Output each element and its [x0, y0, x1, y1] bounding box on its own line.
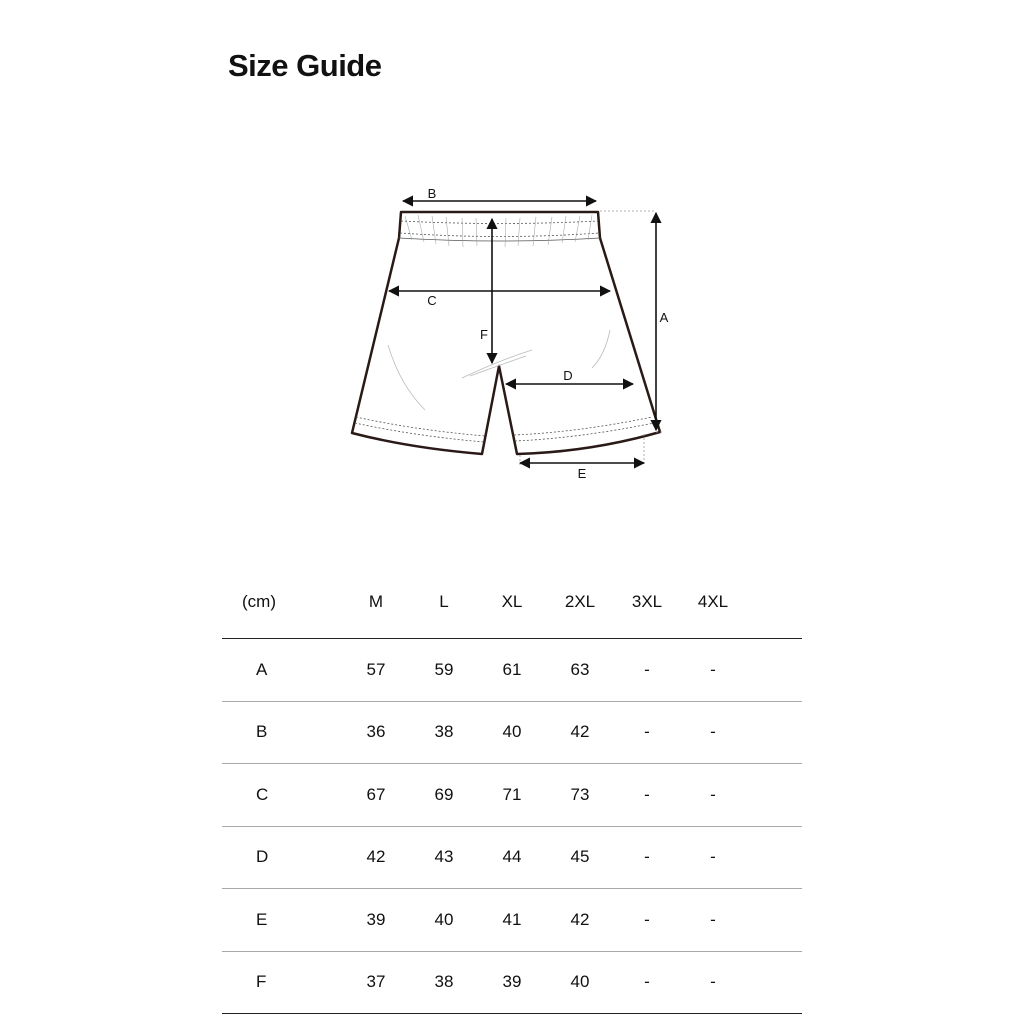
table-cell: 71 — [478, 764, 546, 827]
table-row — [222, 639, 802, 702]
spacer-header — [746, 570, 802, 639]
table-cell: 38 — [410, 951, 478, 1014]
row-label: A — [222, 639, 342, 702]
table-cell: 44 — [478, 826, 546, 889]
row-label: E — [222, 889, 342, 952]
table-row — [222, 701, 802, 764]
table-cell: - — [614, 639, 680, 702]
table-cell: 57 — [342, 639, 410, 702]
size-table — [222, 570, 802, 1014]
label-d: D — [563, 368, 573, 383]
row-label: D — [222, 826, 342, 889]
row-label: C — [222, 764, 342, 827]
size-header: 3XL — [631, 592, 663, 611]
table-cell: - — [614, 951, 680, 1014]
table-row — [222, 951, 802, 1014]
label-e: E — [577, 466, 587, 481]
table-cell: 38 — [410, 701, 478, 764]
table-cell: 45 — [546, 826, 614, 889]
table-cell: - — [614, 764, 680, 827]
table-cell: 69 — [410, 764, 478, 827]
table-cell: 41 — [478, 889, 546, 952]
page-title: Size Guide — [228, 48, 382, 83]
table-row — [222, 889, 802, 952]
table-cell: 42 — [546, 889, 614, 952]
table-cell: 39 — [478, 951, 546, 1014]
table-cell: 40 — [546, 951, 614, 1014]
table-cell: - — [680, 889, 746, 952]
table-cell: 61 — [478, 639, 546, 702]
size-header: 2XL — [564, 592, 596, 611]
table-cell: - — [680, 951, 746, 1014]
row-label: F — [222, 951, 342, 1014]
table-cell: - — [680, 826, 746, 889]
spacer-cell — [746, 826, 802, 889]
table-cell: 67 — [342, 764, 410, 827]
spacer-cell — [746, 889, 802, 952]
size-header: XL — [501, 592, 523, 611]
table-cell: 39 — [342, 889, 410, 952]
table-cell: 36 — [342, 701, 410, 764]
table-cell: 40 — [410, 889, 478, 952]
label-b: B — [427, 186, 437, 201]
table-cell: 43 — [410, 826, 478, 889]
table-cell: 42 — [546, 701, 614, 764]
table-cell: 40 — [478, 701, 546, 764]
size-header: L — [439, 592, 449, 611]
shorts-outline — [352, 212, 660, 454]
unit-header: (cm) — [242, 592, 276, 611]
table-row — [222, 826, 802, 889]
label-f: F — [480, 327, 488, 342]
size-header: 4XL — [697, 592, 729, 611]
table-cell: - — [680, 701, 746, 764]
table-cell: - — [680, 764, 746, 827]
table-cell: - — [680, 639, 746, 702]
size-header: M — [368, 592, 384, 611]
table-cell: - — [614, 889, 680, 952]
label-a: A — [659, 310, 669, 325]
table-cell: 73 — [546, 764, 614, 827]
table-cell: 63 — [546, 639, 614, 702]
spacer-cell — [746, 701, 802, 764]
size-table-header — [222, 570, 802, 639]
row-label: B — [222, 701, 342, 764]
table-cell: - — [614, 701, 680, 764]
label-c: C — [427, 293, 437, 308]
table-cell: 37 — [342, 951, 410, 1014]
table-cell: 59 — [410, 639, 478, 702]
spacer-cell — [746, 951, 802, 1014]
table-row — [222, 764, 802, 827]
spacer-cell — [746, 764, 802, 827]
table-cell: - — [614, 826, 680, 889]
table-cell: 42 — [342, 826, 410, 889]
spacer-cell — [746, 639, 802, 702]
